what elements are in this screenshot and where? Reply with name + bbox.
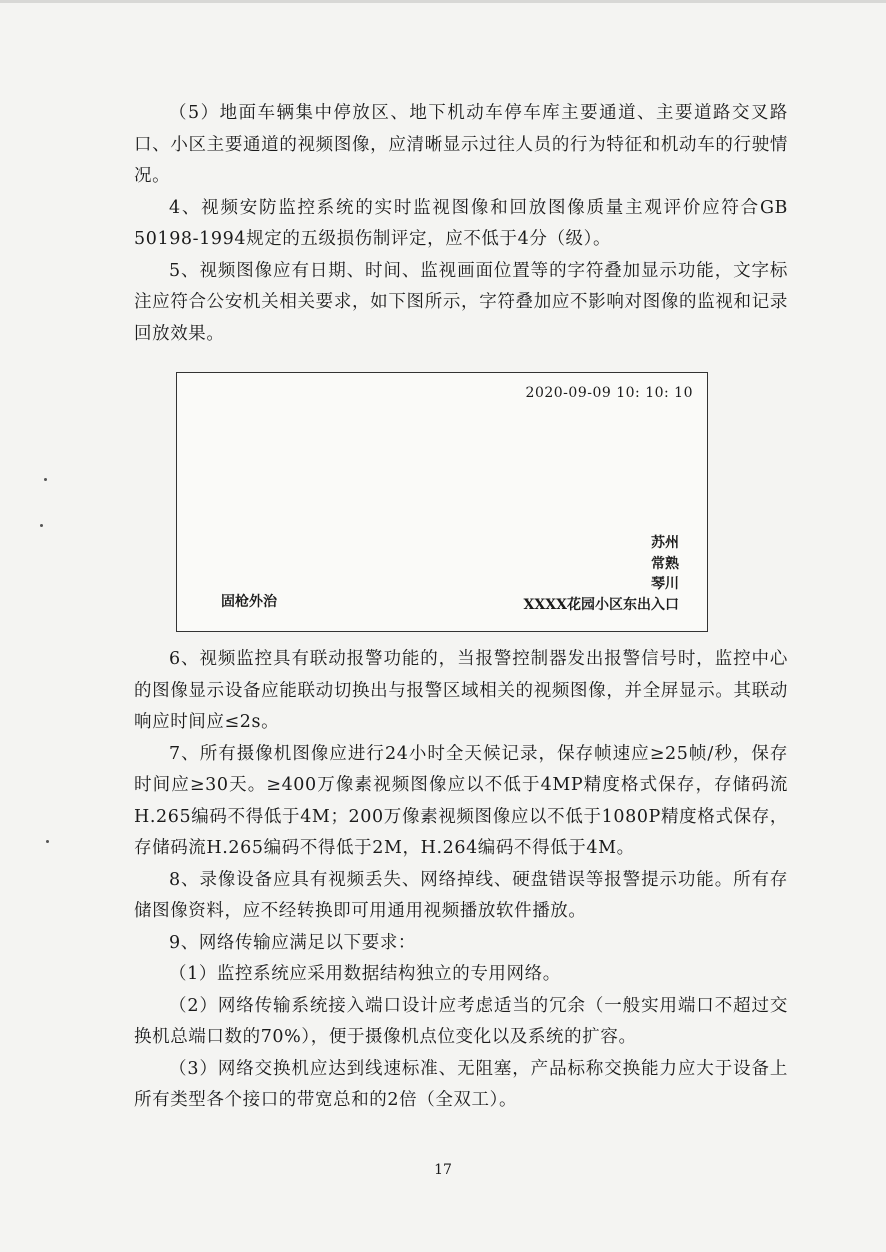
figure-camera-label: 固枪外治: [221, 594, 277, 610]
document-body: [134, 98, 788, 1117]
paragraph-9: 9、网络传输应满足以下要求：: [169, 932, 417, 953]
paragraph-5: 5、视频图像应有日期、时间、监视画面位置等的字符叠加显示功能，文字标注应符合公安机关相关要求，如下图所示，字符叠加应不影响对图像的监视和记录回放效果。: [134, 260, 788, 344]
figure-location-city: 苏州: [651, 535, 679, 551]
paragraph-9-sub-1: （1）监控系统应采用数据结构独立的专用网络。: [169, 964, 561, 984]
paragraph-9-sub-3: （3）网络交换机应达到线速标准、无阻塞，产品标称交换能力应大于设备上所有类型各个接口的带宽总和的2倍（全双工）。: [134, 1058, 788, 1110]
figure-location-district: 常熟: [651, 555, 679, 572]
figure-location-area: 琴川: [651, 576, 679, 592]
scan-speck: [40, 524, 43, 527]
figure-location: [524, 533, 679, 615]
scan-speck: [46, 840, 49, 843]
paragraph-4: 4、视频安防监控系统的实时监视图像和回放图像质量主观评价应符合GB 50198-1994规定的五级损伤制评定，应不低于4分（级）。: [134, 197, 788, 249]
osd-example-figure: [176, 372, 708, 632]
scan-speck: [44, 478, 47, 481]
paragraph-9-sub-2: （2）网络传输系统接入端口设计应考虑适当的冗余（一般实用端口不超过交换机总端口数的70%），便于摄像机点位变化以及系统的扩容。: [134, 995, 788, 1047]
paragraph-7: 7、所有摄像机图像应进行24小时全天候记录，保存帧速应≥25帧/秒，保存时间应≥30天。≥400万像素视频图像应以不低于4MP精度格式保存，存储码流H.265编码不得低于4M；200万像素视频图像应以不低于1080P精度格式保存，存储码流H.265编码不得低于2M，H.264编码不得低于4M。: [134, 743, 788, 858]
paragraph-6: 6、视频监控具有联动报警功能的，当报警控制器发出报警信号时，监控中心的图像显示设备应能联动切换出与报警区域相关的视频图像，并全屏显示。其联动响应时间应≤2s。: [134, 649, 788, 732]
figure-location-site: XXXX花园小区东出入口: [523, 596, 679, 613]
page-number: 17: [434, 1162, 452, 1178]
paragraph-8: 8、录像设备应具有视频丢失、网络掉线、硬盘错误等报警提示功能。所有存储图像资料，应不经转换即可用通用视频播放软件播放。: [134, 869, 788, 921]
figure-timestamp: 2020-09-09 10: 10: 10: [525, 385, 693, 401]
paragraph-5-sub-5: （5）地面车辆集中停放区、地下机动车停车库主要通道、主要道路交叉路口、小区主要通道的视频图像，应清晰显示过往人员的行为特征和机动车的行驶情况。: [134, 103, 788, 186]
